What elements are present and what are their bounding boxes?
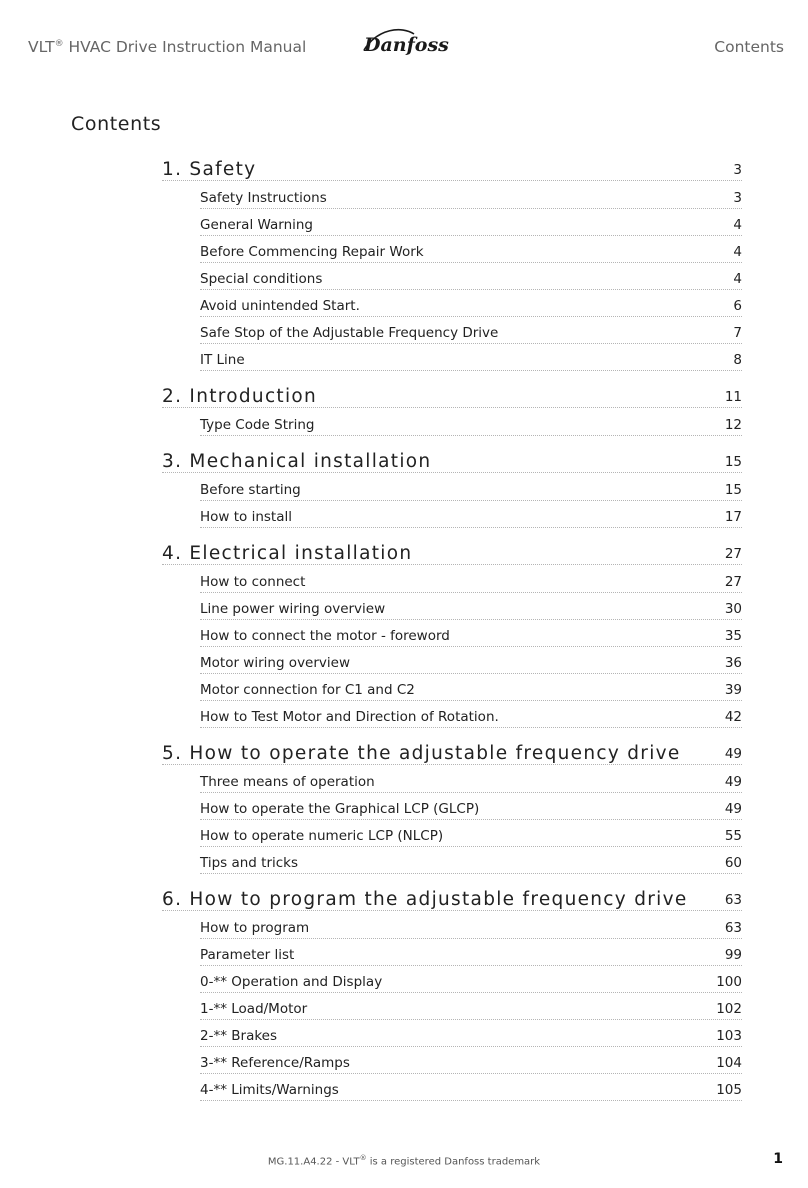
section-page-number: 17 — [724, 509, 742, 525]
chapter-page-number: 15 — [724, 454, 742, 470]
section-title: Tips and tricks — [200, 855, 299, 871]
section-title: How to Test Motor and Direction of Rotation. — [200, 709, 499, 725]
page-title: Contents — [71, 113, 162, 135]
section-title: How to operate numeric LCP (NLCP) — [200, 828, 444, 844]
section-page-number: 15 — [724, 482, 742, 498]
toc-section-entry[interactable] — [200, 502, 742, 528]
page-number: 1 — [773, 1151, 783, 1167]
toc-section-entry[interactable] — [200, 210, 742, 236]
section-title: Three means of operation — [200, 774, 375, 790]
section-page-number: 60 — [724, 855, 742, 871]
toc-section-entry[interactable] — [200, 994, 742, 1020]
section-page-number: 103 — [716, 1028, 742, 1044]
section-title: Safe Stop of the Adjustable Frequency Drive — [200, 325, 499, 341]
section-page-number: 39 — [724, 682, 742, 698]
section-page-number: 99 — [724, 947, 742, 963]
section-title: Line power wiring overview — [200, 601, 386, 617]
section-page-number: 30 — [724, 601, 742, 617]
footer-trademark: MG.11.A4.22 - VLT® is a registered Danfoss trademark — [267, 1154, 541, 1168]
toc-section-entry[interactable] — [200, 621, 742, 647]
toc-section-entry[interactable] — [200, 702, 742, 728]
toc-section-entry[interactable] — [200, 410, 742, 436]
section-page-number: 12 — [724, 417, 742, 433]
chapter-page-number: 11 — [724, 389, 742, 405]
section-page-number: 49 — [724, 774, 742, 790]
section-title: IT Line — [200, 352, 245, 368]
section-page-number: 4 — [733, 244, 742, 260]
section-page-number: 35 — [724, 628, 742, 644]
registered-mark: ® — [54, 38, 64, 49]
section-page-number: 63 — [724, 920, 742, 936]
section-page-number: 4 — [733, 217, 742, 233]
chapter-page-number: 49 — [724, 746, 742, 762]
chapter-title: 4. Electrical installation — [162, 543, 413, 564]
toc-chapter — [162, 448, 742, 528]
toc-section-entry[interactable] — [200, 675, 742, 701]
section-page-number: 105 — [716, 1082, 742, 1098]
section-page-number: 36 — [724, 655, 742, 671]
manual-title: VLT® HVAC Drive Instruction Manual — [28, 38, 307, 56]
footer-registered-mark: ® — [359, 1154, 367, 1162]
toc-section-entry[interactable] — [200, 475, 742, 501]
chapter-page-number: 3 — [733, 162, 742, 178]
section-page-number: 100 — [716, 974, 742, 990]
logo-wordmark: Danfoss — [364, 34, 449, 56]
toc-section-entry[interactable] — [200, 767, 742, 793]
toc-chapter-entry[interactable] — [162, 448, 742, 473]
toc-chapter-entry[interactable] — [162, 740, 742, 765]
toc-section-entry[interactable] — [200, 940, 742, 966]
toc-section-entry[interactable] — [200, 1075, 742, 1101]
toc-section-entry[interactable] — [200, 794, 742, 820]
toc-section-entry[interactable] — [200, 1021, 742, 1047]
section-title: 2-** Brakes — [200, 1028, 278, 1044]
section-title: 4-** Limits/Warnings — [200, 1082, 339, 1098]
toc-chapter-entry[interactable] — [162, 540, 742, 565]
section-title: Avoid unintended Start. — [200, 298, 360, 314]
section-page-number: 49 — [724, 801, 742, 817]
section-title: Special conditions — [200, 271, 323, 287]
section-page-number: 4 — [733, 271, 742, 287]
toc-chapter — [162, 383, 742, 436]
toc-section-entry[interactable] — [200, 318, 742, 344]
section-page-number: 104 — [716, 1055, 742, 1071]
section-title: General Warning — [200, 217, 313, 233]
section-title: How to connect the motor - foreword — [200, 628, 450, 644]
toc-chapter-entry[interactable] — [162, 886, 742, 911]
section-title: 3-** Reference/Ramps — [200, 1055, 350, 1071]
chapter-page-number: 63 — [724, 892, 742, 908]
toc-section-entry[interactable] — [200, 821, 742, 847]
section-page-number: 27 — [724, 574, 742, 590]
section-page-number: 42 — [724, 709, 742, 725]
toc-section-entry[interactable] — [200, 594, 742, 620]
toc-section-entry[interactable] — [200, 913, 742, 939]
chapter-title: 5. How to operate the adjustable frequency drive — [162, 743, 681, 764]
section-title: How to install — [200, 509, 292, 525]
section-title: Safety Instructions — [200, 190, 327, 206]
section-title: 0-** Operation and Display — [200, 974, 383, 990]
toc-section-entry[interactable] — [200, 848, 742, 874]
toc-section-entry[interactable] — [200, 1048, 742, 1074]
chapter-title: 1. Safety — [162, 159, 257, 180]
header-section-label: Contents — [714, 38, 784, 56]
section-page-number: 6 — [733, 298, 742, 314]
section-title: How to operate the Graphical LCP (GLCP) — [200, 801, 480, 817]
toc-section-entry[interactable] — [200, 237, 742, 263]
section-title: Parameter list — [200, 947, 295, 963]
section-page-number: 3 — [733, 190, 742, 206]
page-header — [0, 34, 808, 62]
section-title: Motor connection for C1 and C2 — [200, 682, 415, 698]
toc-chapter-entry[interactable] — [162, 383, 742, 408]
section-title: Before Commencing Repair Work — [200, 244, 424, 260]
toc-chapter — [162, 156, 742, 371]
toc-section-entry[interactable] — [200, 291, 742, 317]
section-title: 1-** Load/Motor — [200, 1001, 308, 1017]
chapter-page-number: 27 — [724, 546, 742, 562]
chapter-title: 6. How to program the adjustable frequency drive — [162, 889, 688, 910]
toc-section-entry[interactable] — [200, 183, 742, 209]
chapter-title: 2. Introduction — [162, 386, 318, 407]
section-title: Type Code String — [200, 417, 315, 433]
danfoss-logo — [358, 24, 450, 60]
section-title: Motor wiring overview — [200, 655, 351, 671]
toc-chapter — [162, 886, 742, 1101]
section-title: How to program — [200, 920, 310, 936]
section-title: Before starting — [200, 482, 301, 498]
section-page-number: 8 — [733, 352, 742, 368]
chapter-title: 3. Mechanical installation — [162, 451, 432, 472]
section-page-number: 102 — [716, 1001, 742, 1017]
section-title: How to connect — [200, 574, 306, 590]
toc-section-entry[interactable] — [200, 264, 742, 290]
toc-section-entry[interactable] — [200, 345, 742, 371]
toc-chapter — [162, 540, 742, 728]
toc-section-entry[interactable] — [200, 648, 742, 674]
toc-section-entry[interactable] — [200, 967, 742, 993]
section-page-number: 7 — [733, 325, 742, 341]
toc-chapter — [162, 740, 742, 874]
table-of-contents — [162, 156, 742, 1113]
toc-section-entry[interactable] — [200, 567, 742, 593]
section-page-number: 55 — [724, 828, 742, 844]
toc-chapter-entry[interactable] — [162, 156, 742, 181]
